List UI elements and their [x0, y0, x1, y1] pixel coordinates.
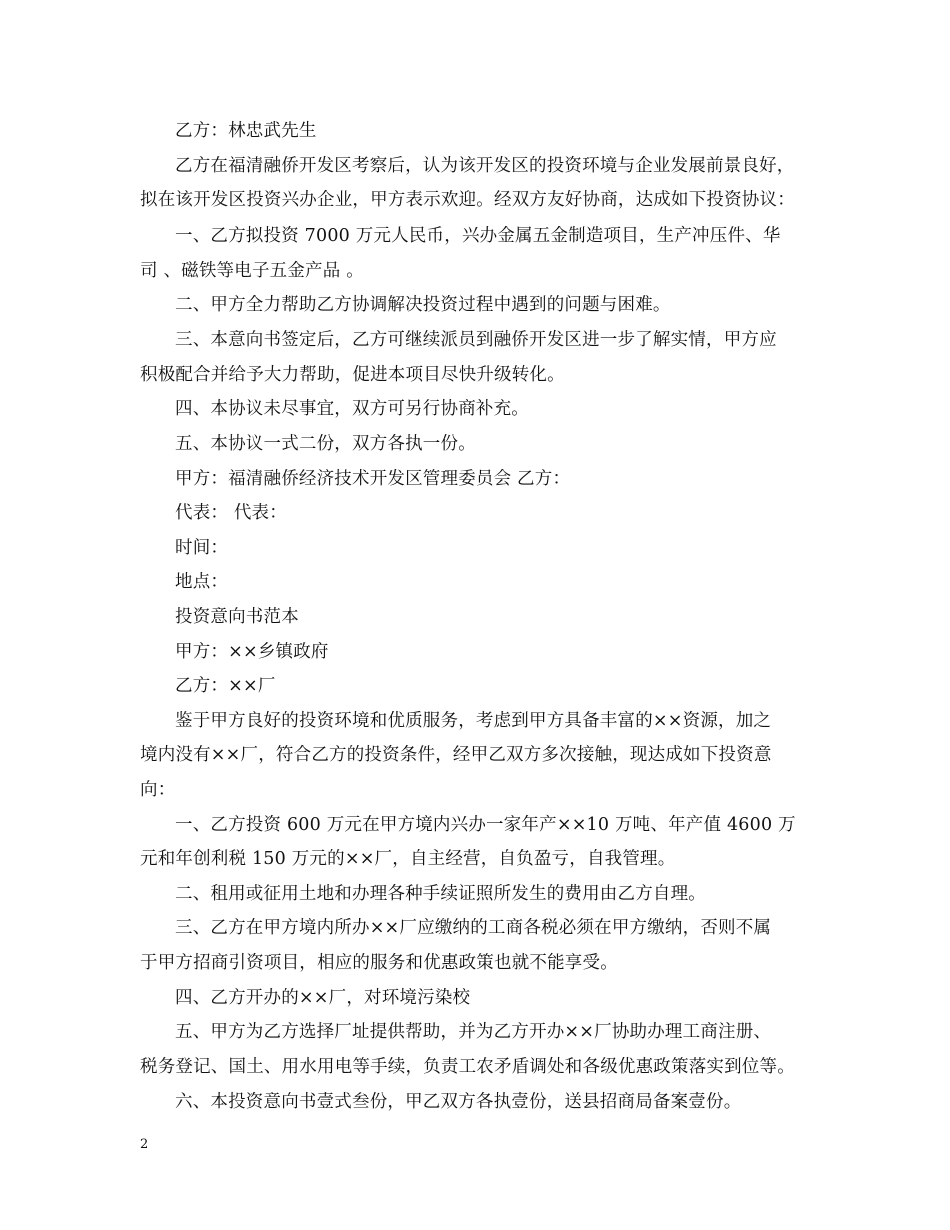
text-line: 境内没有××厂，符合乙方的投资条件，经甲乙双方多次接触，现达成如下投资意	[140, 745, 772, 765]
text-line: 税务登记、国土、用水用电等手续，负责工农矛盾调处和各级优惠政策落实到位等。	[140, 1057, 795, 1077]
text-line: 向：	[140, 780, 176, 800]
text-line: 鉴于甲方良好的投资环境和优质服务，考虑到甲方具备丰富的××资源，加之	[175, 711, 772, 731]
text-line: 三、乙方在甲方境内所办××厂应缴纳的工商各税必须在甲方缴纳，否则不属	[175, 918, 772, 938]
text-line: 积极配合并给予大力帮助，促进本项目尽快升级转化。	[140, 365, 565, 385]
text-line: 二、甲方全力帮助乙方协调解决投资过程中遇到的问题与困难。	[175, 295, 671, 315]
text-line: 拟在该开发区投资兴办企业，甲方表示欢迎。经双方友好协商，达成如下投资协议：	[140, 190, 795, 210]
text-line: 二、租用或征用土地和办理各种手续证照所发生的费用由乙方自理。	[175, 884, 706, 904]
text-line: 六、本投资意向书壹式叁份，甲乙双方各执壹份，送县招商局备案壹份。	[175, 1092, 742, 1112]
text-line: 代表： 代表：	[175, 503, 287, 523]
text-line: 时间：	[175, 538, 229, 558]
text-line: 四、本协议未尽事宜，双方可另行协商补充。	[175, 399, 529, 419]
section-title: 投资意向书范本	[175, 607, 299, 627]
text-line: 乙方在福清融侨开发区考察后，认为该开发区的投资环境与企业发展前景良好，	[175, 156, 795, 176]
text-line: 元和年创利税 150 万元的××厂，自主经营，自负盈亏，自我管理。	[140, 849, 676, 869]
text-line: 地点：	[175, 572, 229, 592]
text-line: 乙方：林忠武先生	[175, 121, 317, 141]
text-line: 五、本协议一式二份，双方各执一份。	[175, 434, 476, 454]
text-line: 于甲方招商引资项目，相应的服务和优惠政策也就不能享受。	[140, 953, 618, 973]
text-line: 甲方：福清融侨经济技术开发区管理委员会 乙方：	[175, 469, 571, 489]
text-line: 司 、磁铁等电子五金产品 。	[140, 261, 364, 281]
text-line: 四、乙方开办的××厂，对环境污染校	[175, 988, 471, 1008]
text-line: 五、甲方为乙方选择厂址提供帮助，并为乙方开办××厂协助办理工商注册、	[175, 1022, 772, 1042]
text-line: 甲方：××乡镇政府	[175, 642, 329, 662]
text-line: 乙方：××厂	[175, 676, 276, 696]
text-line: 一、乙方拟投资 7000 万元人民币，兴办金属五金制造项目，生产冲压件、华	[175, 226, 781, 246]
page-number: 2	[140, 1137, 149, 1152]
text-line: 三、本意向书签定后，乙方可继续派员到融侨开发区进一步了解实情，甲方应	[175, 330, 777, 350]
text-line: 一、乙方投资 600 万元在甲方境内兴办一家年产××10 万吨、年产值 4600 万	[175, 815, 796, 835]
